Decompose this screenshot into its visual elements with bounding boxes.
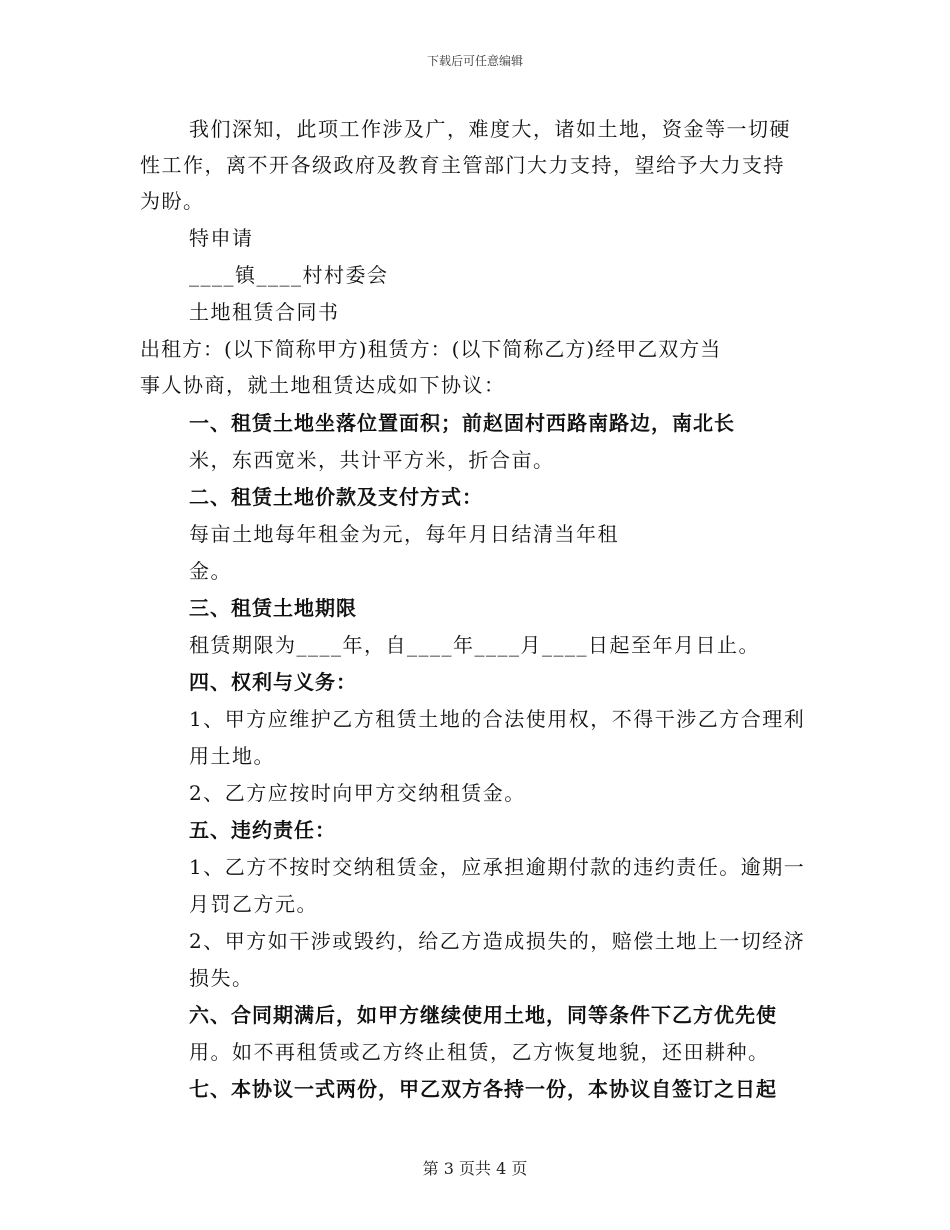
paragraph-line: 性工作，离不开各级政府及教育主管部门大力支持，望给予大力支持 — [140, 153, 785, 177]
paragraph-line: 2、乙方应按时向甲方交纳租赁金。 — [189, 781, 526, 805]
paragraph-line: 事人协商，就土地租赁达成如下协议： — [140, 373, 506, 397]
paragraph-line: 金。 — [189, 559, 232, 583]
section-heading: 二、租赁土地价款及支付方式： — [189, 485, 483, 509]
page-header-note: 下载后可任意编辑 — [426, 54, 523, 68]
paragraph-line: 出租方：(以下简称甲方)租赁方：(以下简称乙方)经甲乙双方当 — [140, 337, 722, 361]
paragraph-line: ____镇____村村委会 — [189, 263, 389, 287]
section-heading: 五、违约责任： — [189, 818, 336, 842]
paragraph-line: 1、乙方不按时交纳租赁金，应承担逾期付款的违约责任。逾期一 — [189, 855, 806, 879]
paragraph-line: 特申请 — [189, 226, 254, 250]
paragraph-line: 损失。 — [189, 966, 254, 990]
paragraph-line: 1、甲方应维护乙方租赁土地的合法使用权，不得干涉乙方合理利 — [189, 707, 806, 731]
paragraph-line: 租赁期限为____年，自____年____月____日起至年月日止。 — [189, 633, 760, 657]
section-heading: 三、租赁土地期限 — [189, 596, 357, 620]
section-heading: 七、本协议一式两份，甲乙双方各持一份，本协议自签订之日起 — [189, 1077, 777, 1101]
section-heading: 四、权利与义务： — [189, 670, 357, 694]
section-heading: 一、租赁土地坐落位置面积；前赵固村西路南路边，南北长 — [189, 411, 735, 435]
paragraph-line: 月罚乙方元。 — [189, 892, 318, 916]
paragraph-line: 用土地。 — [189, 744, 275, 768]
paragraph-line: 我们深知，此项工作涉及广，难度大，诸如土地，资金等一切硬 — [189, 117, 791, 141]
paragraph-line: 每亩土地每年租金为元，每年月日结清当年租 — [189, 522, 619, 546]
paragraph-line: 为盼。 — [140, 189, 205, 213]
paragraph-line: 2、甲方如干涉或毁约，给乙方造成损失的，赔偿土地上一切经济 — [189, 929, 806, 953]
paragraph-line: 米，东西宽米，共计平方米，折合亩。 — [189, 448, 555, 472]
page-number-footer: 第 3 页共 4 页 — [422, 1159, 528, 1178]
document-title-line: 土地租赁合同书 — [189, 300, 340, 324]
paragraph-line: 用。如不再租赁或乙方终止租赁，乙方恢复地貌，还田耕种。 — [189, 1040, 770, 1064]
section-heading: 六、合同期满后，如甲方继续使用土地，同等条件下乙方优先使 — [189, 1003, 777, 1027]
